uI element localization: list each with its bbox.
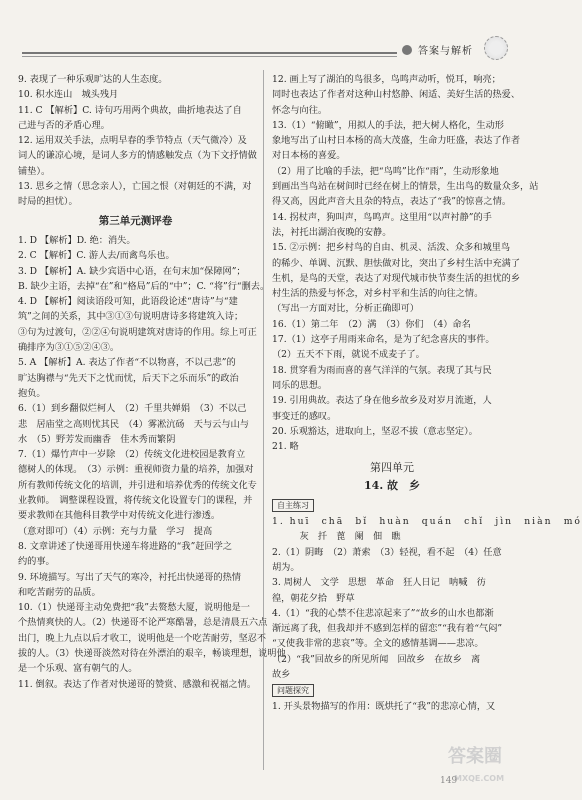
answer-line: 所有教师传统文化的培训，并引进和培养优秀的传统文化专 xyxy=(18,479,257,491)
watermark-text: 答案圈 xyxy=(448,746,502,767)
answer-line: 胡为。 xyxy=(272,561,300,573)
right-column xyxy=(272,72,582,715)
page-number: 149 xyxy=(440,776,458,786)
answer-line: 6.（1）到乡翻似烂柯人 （2）千里共婵娟 （3）不以己 xyxy=(18,403,247,415)
answer-line: 2. C 【解析】C. 游人去/而禽鸟乐也。 xyxy=(18,250,175,262)
answer-line: 7.（1）爆竹声中一岁除 （2）传统文化进校园是教育立 xyxy=(18,449,246,461)
watermark xyxy=(448,742,528,792)
answer-line: 4. D 【解析】阅读语段可知，此语段论述“唐诗”与“建 xyxy=(18,296,238,308)
answer-line: 18. 贯穿看为雨而喜的喜气洋洋的气氛。表现了其与民 xyxy=(272,364,492,376)
answer-line: 约的事。 xyxy=(18,556,55,568)
answer-line: 村生活的热爱与怀念，对乡村平和生活的向往之情。 xyxy=(272,288,484,300)
answer-line: （2）五天不下雨，就说不成麦子了。 xyxy=(272,349,425,361)
answer-line: 个热情爽快的人。（2）快递哥不论严寒酷暑，总是清晨五六点 xyxy=(18,617,268,629)
answer-line: ③句为过渡句，②②④句说明建筑对唐诗的作用。综上可正 xyxy=(18,326,257,338)
answer-line: 11. 倒叙。表达了作者对快递哥的赞赏、感激和祝福之情。 xyxy=(18,678,257,690)
answer-line: 出门，晚上九点以后才收工，说明他是一个吃苦耐劳，坚忍不 xyxy=(18,632,267,644)
answer-line: 筑”之间的关系，其中③①③句说明唐诗多将建筑入诗； xyxy=(18,311,244,323)
answer-line: 是一个乐观、富有朝气的人。 xyxy=(18,663,138,675)
answer-line: 3. 周树人 文学 思想 革命 狂人日记 呐喊 彷 xyxy=(272,577,486,589)
answer-line: 同时也表达了作者对这种山村悠静、闲适、美好生活的热爱、 xyxy=(272,89,521,101)
answer-line: 15. ②示例：把乡村鸟的自由、机灵、活泼、众多和城里鸟 xyxy=(272,242,511,254)
answer-line: “又使我非常的悲哀”等。全文的感情基调——悲凉。 xyxy=(272,638,484,650)
answer-line: 20. 乐观豁达，进取向上，坚忍不拔（意志坚定）。 xyxy=(272,425,478,437)
answer-line: 故乡 xyxy=(272,668,291,680)
answer-line: 2.（1）阴晦 （2）萧索 （3）轻视，看不起 （4）任意 xyxy=(272,546,502,558)
answer-line: 1. huī chā bǐ huàn quán chǐ jìn niàn mó xyxy=(272,516,582,528)
answer-line: 3. D 【解析】A. 缺少宾语中心语，在句末加“保障网”； xyxy=(18,265,246,277)
answer-line: （2）“我”回故乡的所见所闻 回故乡 在故乡 离 xyxy=(272,653,481,665)
header-rule-thin xyxy=(22,56,397,57)
answer-line: 词人的谦凉心境，是词人多方的情感触发点（为下文抒情做 xyxy=(18,150,257,162)
answer-line: 时局的担忧）。 xyxy=(18,196,78,208)
answer-line: （写出一方面对比，分析正确即可） xyxy=(272,303,419,315)
header-emblem-icon xyxy=(484,36,508,60)
answer-line: 要求教师在其他科目教学中对传统文化进行渗透。 xyxy=(18,510,221,522)
unit-heading: 第四单元 xyxy=(370,461,414,475)
answer-line: 12. 运用双关手法，点明早春的季节特点（天气微冷）及 xyxy=(18,135,247,147)
answer-line: 1. 开头景物描写的作用：既烘托了“我”的悲凉心情，又 xyxy=(272,701,496,713)
answer-line: 生机，是鸟的天堂，表达了对现代城市快节奏生活的担忧的乡 xyxy=(272,272,521,284)
answer-line: 同乐的思想。 xyxy=(272,379,328,391)
answer-line: 21. 略 xyxy=(272,441,299,453)
answer-line: 法，衬托出湖泊夜晚的安静。 xyxy=(272,226,392,238)
answer-line: 8. 文章讲述了快递哥用快递车将进路的“我”赶回学之 xyxy=(18,540,233,552)
answer-line: 铺垫）。 xyxy=(18,165,51,177)
section-label: 问题探究 xyxy=(272,684,314,697)
answer-line: 事变迁的感叹。 xyxy=(272,410,337,422)
watermark-url: MXQE.COM xyxy=(454,774,505,783)
answer-line: 灰 扦 蓖 阑 佃 瞧 xyxy=(272,531,401,543)
answer-line: 己进与否的矛盾心理。 xyxy=(18,119,110,131)
unit-heading: 第三单元测评卷 xyxy=(98,214,173,227)
answer-line: 悲 居庙堂之高则忧其民 （4）雾凇沆砀 天与云与山与 xyxy=(18,418,249,430)
answer-line: 确排序为③①⑤②④③。 xyxy=(18,342,120,354)
answer-line: （2）用了比喻的手法，把“鸟鸣”比作“雨”，生动形象地 xyxy=(272,165,499,177)
answer-line: 16.（1）第二年 （2）满 （3）你们 （4）命名 xyxy=(272,318,471,330)
answer-line: 9. 表现了一种乐观旷达的人生态度。 xyxy=(18,74,168,85)
answer-line: 4.（1）“我的心禁不住悲凉起来了”“故乡的山水也都渐 xyxy=(272,607,494,619)
answer-line: 拔的人。（3）快递哥淡然对待在外漂泊的艰辛，畅谈理想，说明他 xyxy=(18,647,286,659)
answer-line: 19. 引用典故。表达了身在他乡故乡及对岁月流逝，人 xyxy=(272,395,492,407)
answer-line: 9. 环境描写。写出了天气的寒冷，衬托出快递哥的热情 xyxy=(18,571,241,583)
answer-line: B. 缺少主语，去掉“在”和“格局”后的“中”；C. “将”行“删去。 xyxy=(18,280,270,292)
header-dot-icon xyxy=(402,45,412,55)
header-title: 答案与解析 xyxy=(418,46,473,57)
column-divider xyxy=(263,70,264,770)
answer-line: 5. A 【解析】A. 表达了作者“不以物喜，不以己悲”的 xyxy=(18,357,236,369)
answer-line: 14. 拐杖声，狗叫声，鸟鸣声。这里用“以声衬静”的手 xyxy=(272,211,492,223)
answer-line: 11. C 【解析】C. 诗句巧用两个典故，曲折地表达了自 xyxy=(18,104,242,116)
answer-line: 抱负。 xyxy=(18,387,46,399)
answer-line: 业教师。 调整课程设置，将传统文化设置专门的课程，并 xyxy=(18,495,253,507)
page-header xyxy=(22,40,512,62)
answer-line: 的稀少、单调、沉默、胆怯做对比，突出了乡村生活中充满了 xyxy=(272,257,521,269)
answer-line: （意对即可）（4）示例：充与力量 学习 提高 xyxy=(18,525,213,537)
answer-line: 旷达胸襟与“先天下之忧而忧，后天下之乐而乐”的政治 xyxy=(18,372,239,384)
answer-line: 13. 思乡之情（思念亲人），亡国之恨（对朝廷的不满，对 xyxy=(18,181,252,193)
section-label: 自主练习 xyxy=(272,499,314,512)
header-rule xyxy=(22,52,397,54)
answer-line: 1. D 【解析】D. 绝：消失。 xyxy=(18,234,136,246)
answer-line: 怀念与向往。 xyxy=(272,104,328,116)
answer-line: 徨，朝花夕拾 野草 xyxy=(272,592,355,604)
answer-line: 17.（1）这亭子用雨来命名，是为了纪念喜庆的事件。 xyxy=(272,334,495,346)
answer-line: 10.（1）快递哥主动免费把“我”去赘愁大厦，说明他是一 xyxy=(18,602,250,614)
answer-line: 对日本杨的喜爱。 xyxy=(272,150,346,162)
answer-line: 12. 画上写了湖泊的鸟很多，鸟鸣声动听，悦耳，响亮； xyxy=(272,74,501,85)
answer-line: 得又高，因此声音大且杂的特点，表达了“我”的惊喜之情。 xyxy=(272,196,512,208)
answer-line: 10. 积水连山 城头残月 xyxy=(18,89,119,101)
answer-line: 和吃苦耐劳的品质。 xyxy=(18,586,101,598)
answer-line: 到画出当鸟站在树间时已经在树上的情景，生出鸟的数量众多，站 xyxy=(272,181,539,193)
section-label-row xyxy=(272,497,512,514)
answer-line: 渐远离了我，但我却并不感到怎样的留恋”“我有着“气闷” xyxy=(272,623,503,635)
answer-line: 象地写出了山村日本杨的高大茂盛，生命力旺盛，表达了作者 xyxy=(272,135,521,147)
answer-line: 水 （5）野芳发而幽香 佳木秀而繁阴 xyxy=(18,433,176,445)
answer-line: 德树人的体现。 （3）示例：重视师资力量的培养，加强对 xyxy=(18,464,254,476)
lesson-title: 14. 故 乡 xyxy=(364,478,420,492)
answer-line: 13.（1）“俯瞰”，用拟人的手法，把大树人格化，生动形 xyxy=(272,119,504,131)
section-label-row xyxy=(272,682,512,699)
